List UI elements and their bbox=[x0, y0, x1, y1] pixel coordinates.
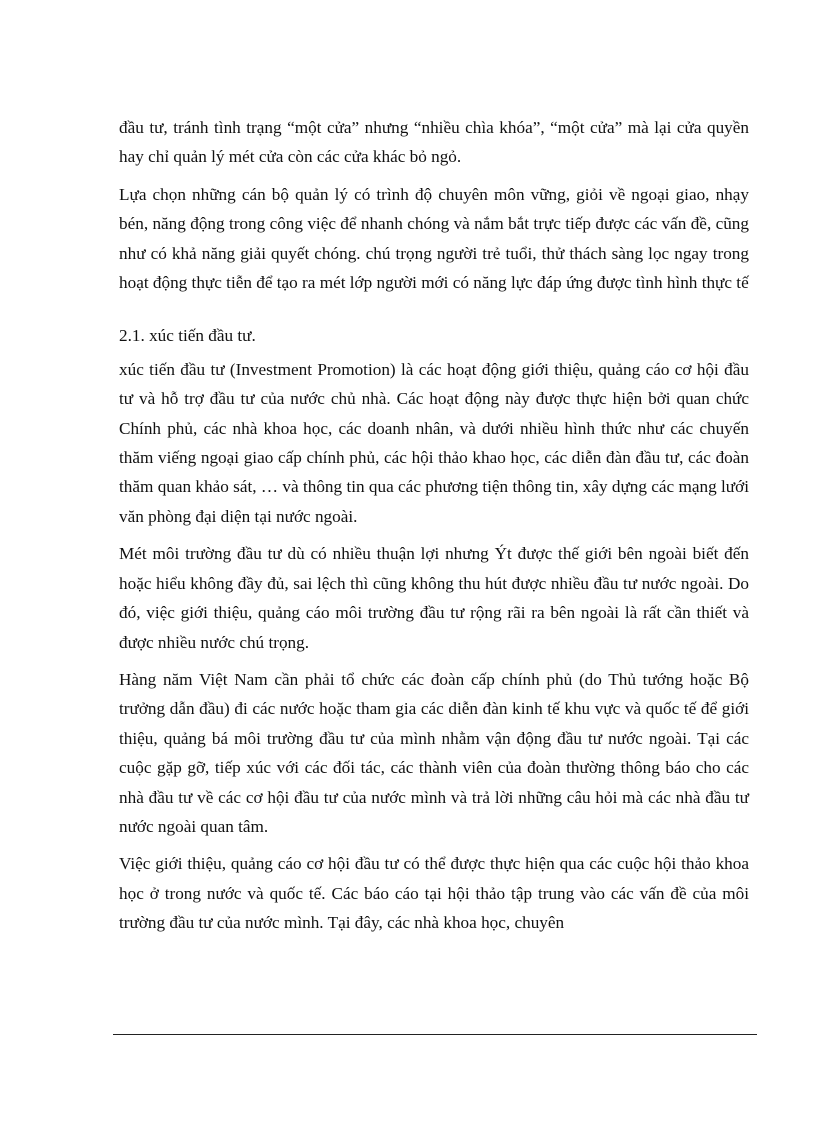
footer-divider bbox=[113, 1034, 757, 1035]
paragraph-staff-selection: Lựa chọn những cán bộ quản lý có trình độ chuyên môn vững, giỏi về ngoại giao, nhạy bén, năng động trong công việc để nhanh chóng và nắm bắt trực tiếp được các vấn đề, cũng như có khả năng giải quyết chóng. chú trọng người trẻ tuổi, thử thách sàng lọc ngay trong hoạt động thực tiễn để tạo ra mét lớp người mới có năng lực đáp ứng được tình hình thực tế bbox=[119, 184, 749, 293]
section-heading: 2.1. xúc tiến đầu tư. bbox=[119, 326, 256, 346]
paragraph-investment-promotion-definition: xúc tiến đầu tư (Investment Promotion) là các hoạt động giới thiệu, quảng cáo cơ hội đầu tư và hỗ trợ đầu tư của nước chủ nhà. Các hoạt động này được thực hiện bởi quan chức Chính phủ, các nhà khoa học, các doanh nhân, và dưới nhiều hình thức như các chuyến thăm viếng ngoại giao cấp chính phủ, các hội thảo khao học, các diễn đàn đầu tư, các đoàn thăm quan khảo sát, … và thông tin qua các phương tiện thông tin, xây dựng các mạng lưới văn phòng đại diện tại nước ngoài. bbox=[119, 359, 749, 526]
document-body bbox=[119, 113, 749, 946]
paragraph-scientific-conferences: Việc giới thiệu, quảng cáo cơ hội đầu tư có thể được thực hiện qua các cuộc hội thảo khoa học ở trong nước và quốc tế. Các báo cáo tại hội thảo tập trung vào các vấn đề của môi trường đầu tư của nước mình. Tại đây, các nhà khoa học, chuyên bbox=[119, 854, 749, 933]
paragraph-government-delegations: Hàng năm Việt Nam cần phải tổ chức các đoàn cấp chính phủ (do Thủ tướng hoặc Bộ trưởng dẫn đầu) đi các nước hoặc tham gia các diễn đàn kinh tế khu vực và quốc tế để giới thiệu, quảng bá môi trường đầu tư của mình nhằm vận động đầu tư nước ngoài. Tại các cuộc gặp gỡ, tiếp xúc với các đối tác, các thành viên của đoàn thường thông báo cho các nhà đầu tư về các cơ hội đầu tư của nước mình và trả lời những câu hỏi mà các nhà đầu tư nước ngoài quan tâm. bbox=[119, 669, 749, 836]
paragraph-investment-environment: Mét môi trường đầu tư dù có nhiều thuận lợi nhưng Ýt được thế giới bên ngoài biết đến hoặc hiểu không đầy đủ, sai lệch thì cũng không thu hút được nhiều đầu tư nước ngoài. Do đó, việc giới thiệu, quảng cáo môi trường đầu tư rộng rãi ra bên ngoài là rất cần thiết và được nhiều nước chú trọng. bbox=[119, 544, 749, 652]
paragraph-one-stop-shop: đầu tư, tránh tình trạng “một cửa” nhưng “nhiều chìa khóa”, “một cửa” mà lại cửa quyền hay chỉ quản lý mét cửa còn các cửa khác bỏ ngỏ. bbox=[119, 118, 749, 167]
